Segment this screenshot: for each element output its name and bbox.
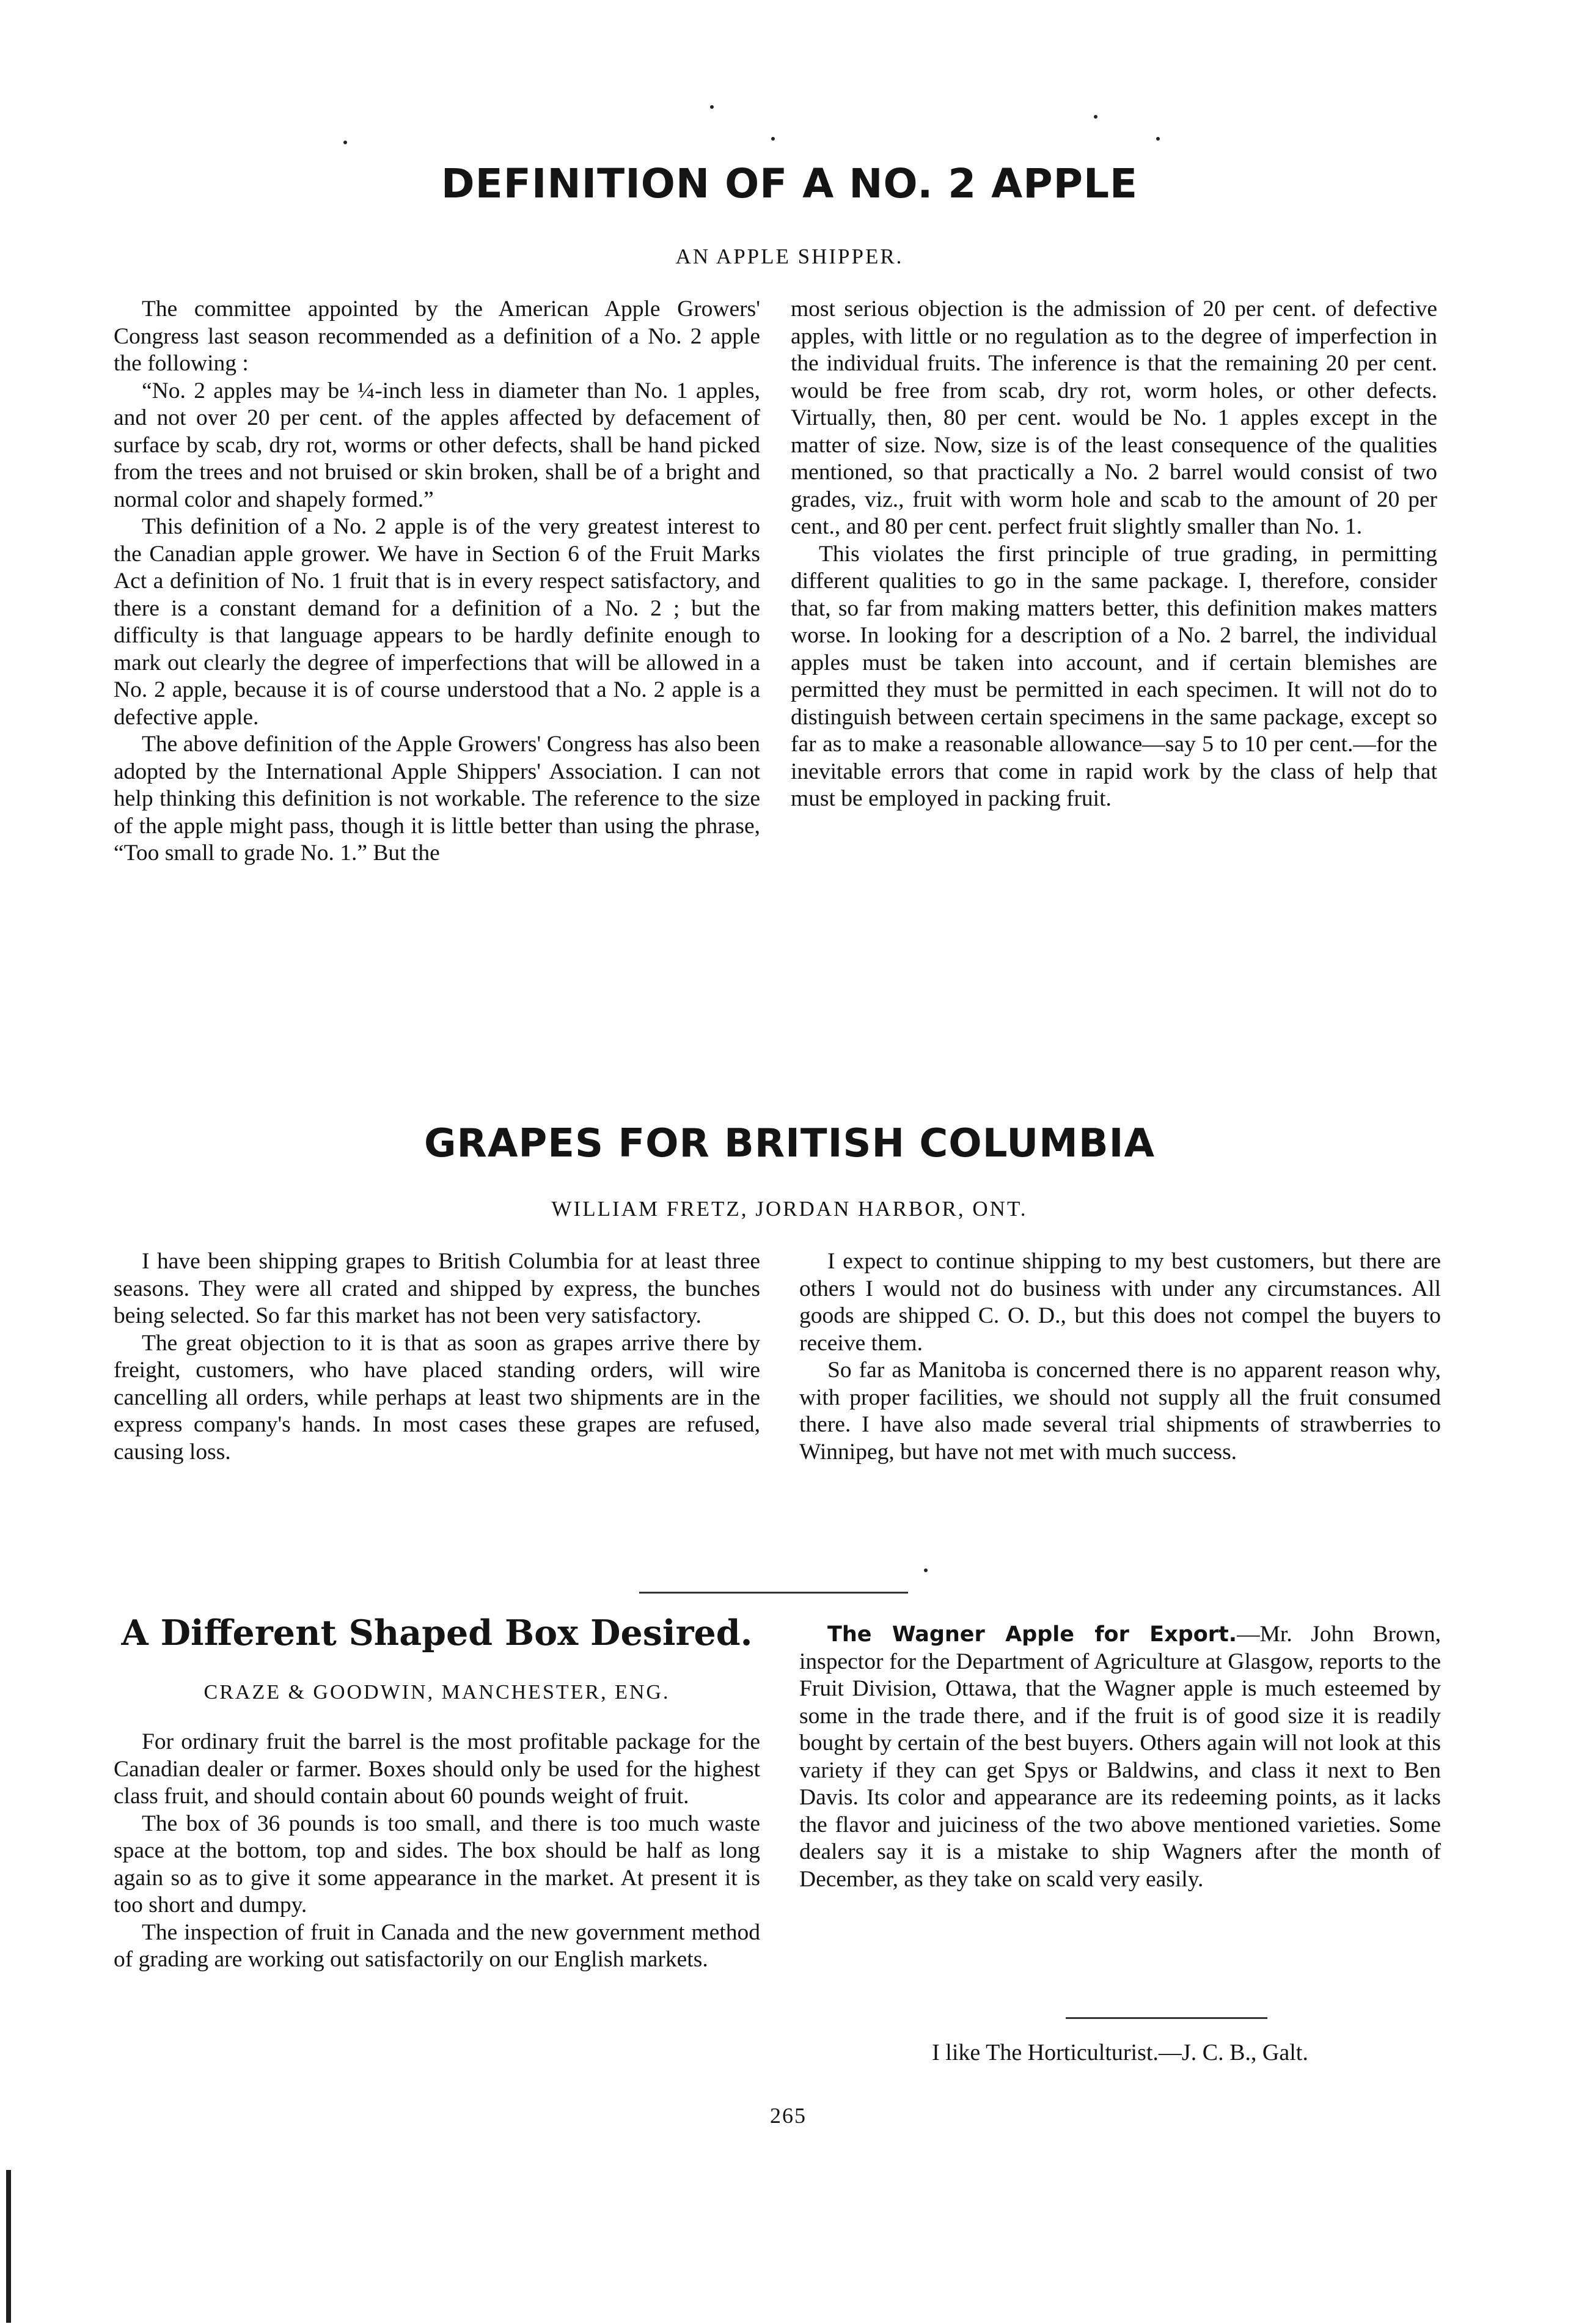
paragraph: The above definition of the Apple Growers' Congress has also been adopted by the International Apple Shippers' Association. I can not help thinking this definition is not workable. The reference to the size of the apple might pass, though it is little better than using the phrase, “Too small to grade No. 1.” But the: [114, 732, 760, 866]
article-byline: AN APPLE SHIPPER.: [675, 245, 904, 268]
paragraph: The great objection to it is that as soon as grapes arrive there by freight, customers, who have placed standing orders, will wire cancelling all orders, while perhaps at least two shipments are in the express company's hands. In most cases these grapes are refused, causing loss.: [114, 1330, 760, 1465]
testimonial: I like The Horticulturist.—J. C. B., Galt.: [932, 2040, 1308, 2065]
paragraph: For ordinary fruit the barrel is the most profitable package for the Canadian dealer or farmer. Boxes should only be used for the highest class fruit, and should contain about 60 pounds weight of fruit.: [114, 1729, 760, 1809]
paragraph: This violates the first principle of true grading, in permitting different qualities to go in the same package. I, therefore, consider that, so far from making matters better, this definition makes matters worse. In looking for a description of a No. 2 barrel, the individual apples must be taken into account, and if certain blemishes are permitted they must be permitted in each specimen. It will not do to distinguish between certain specimens in the same package, except so far as to make a reasonable allowance—say 5 to 10 per cent.—for the inevitable errors that come in rapid work by the class of help that must be employed in packing fruit.: [791, 541, 1437, 811]
paragraph: “No. 2 apples may be ¼-inch less in diameter than No. 1 apples, and not over 20 per cent. of the apples affected by defacement of surface by scab, dry rot, worms or other defects, shall be hand picked from the trees and not bruised or skin broken, shall be of a bright and normal color and shapely formed.”: [114, 378, 760, 512]
paragraph: I have been shipping grapes to British Columbia for at least three seasons. They were all crated and shipped by express, the bunches being selected. So far this market has not been very satisfactory.: [114, 1249, 760, 1328]
paragraph: The committee appointed by the American Apple Growers' Congress last season recommended as a definition of a No. 2 apple the following :: [114, 296, 760, 376]
paragraph: The box of 36 pounds is too small, and there is too much waste space at the bottom, top and sides. The box should be half as long again so as to give it some appearance in the market. At present it is too short and dumpy.: [114, 1811, 760, 1918]
article-title: DEFINITION OF A NO. 2 APPLE: [441, 160, 1138, 207]
section-divider: [639, 1592, 908, 1594]
article-byline: CRAZE & GOODWIN, MANCHESTER, ENG.: [203, 1681, 670, 1704]
paragraph: [799, 1621, 1441, 1893]
binding-edge: [6, 2170, 11, 2323]
scan-speck: [924, 1568, 928, 1572]
article-byline: WILLIAM FRETZ, JORDAN HARBOR, ONT.: [551, 1197, 1028, 1221]
article-column-right: [799, 1248, 1441, 1466]
article-column-right: [791, 296, 1437, 813]
scan-speck: [343, 141, 347, 144]
article-title: GRAPES FOR BRITISH COLUMBIA: [424, 1121, 1155, 1166]
scan-speck: [1094, 115, 1097, 119]
article-column-left: [114, 296, 760, 867]
paragraph: I expect to continue shipping to my best customers, but there are others I would not do business with under any circumstances. All goods are shipped C. O. D., but this does not compel the buyers to receive them.: [799, 1249, 1441, 1356]
scan-speck: [710, 105, 714, 109]
brief-lead: The Wagner Apple for Export.: [827, 1622, 1237, 1647]
scan-speck: [771, 137, 775, 141]
paragraph: most serious objection is the admission of 20 per cent. of defective apples, with little or no regulation as to the degree of imperfection in the individual fruits. The inference is that the remaining 20 per cent. would be free from scab, dry rot, worm holes, or other defects. Virtually, then, 80 per cent. would be No. 1 apples except in the matter of size. Now, size is of the least consequence of the qualities mentioned, so that practically a No. 2 barrel would consist of two grades, viz., fruit with worm hole and scab to the amount of 20 per cent., and 80 per cent. perfect fruit slightly smaller than No. 1.: [791, 296, 1437, 539]
page-number: 265: [770, 2103, 807, 2128]
article-column-left: [114, 1248, 760, 1466]
news-brief: [799, 1621, 1441, 1893]
paragraph: The inspection of fruit in Canada and the new government method of grading are working out satisfactorily on our English markets.: [114, 1919, 760, 1972]
paragraph: So far as Manitoba is concerned there is no apparent reason why, with proper facilities, we should not supply all the fruit consumed there. I have also made several trial shipments of strawberries to Winnipeg, but have not met with much success.: [799, 1358, 1441, 1465]
paragraph: This definition of a No. 2 apple is of the very greatest interest to the Canadian apple grower. We have in Section 6 of the Fruit Marks Act a definition of No. 1 fruit that is in every respect satisfactory, and there is a constant demand for a definition of a No. 2 ; but the difficulty is that language appears to be hardly definite enough to mark out clearly the degree of imperfections that will be allowed in a No. 2 apple, because it is of course understood that a No. 2 apple is a defective apple.: [114, 514, 760, 730]
article-title: A Different Shaped Box Desired.: [121, 1612, 753, 1653]
section-divider: [1066, 2017, 1267, 2019]
brief-text: —Mr. John Brown, inspector for the Department of Agriculture at Glasgow, reports to the Fruit Division, Ottawa, that the Wagner apple is much esteemed by some in the trade there, and if the fruit is of good size it is readily bought by certain of the best buyers. Others again will not look at this variety if they can get Spys or Baldwins, and class it next to Ben Davis. Its color and appearance are its redeeming points, as it lacks the flavor and juiciness of the two above mentioned varieties. Some dealers say it is a mistake to ship Wagners after the month of December, as they take on scald very easily.: [799, 1622, 1441, 1892]
scan-speck: [1156, 137, 1160, 141]
article-column: [114, 1729, 760, 1974]
